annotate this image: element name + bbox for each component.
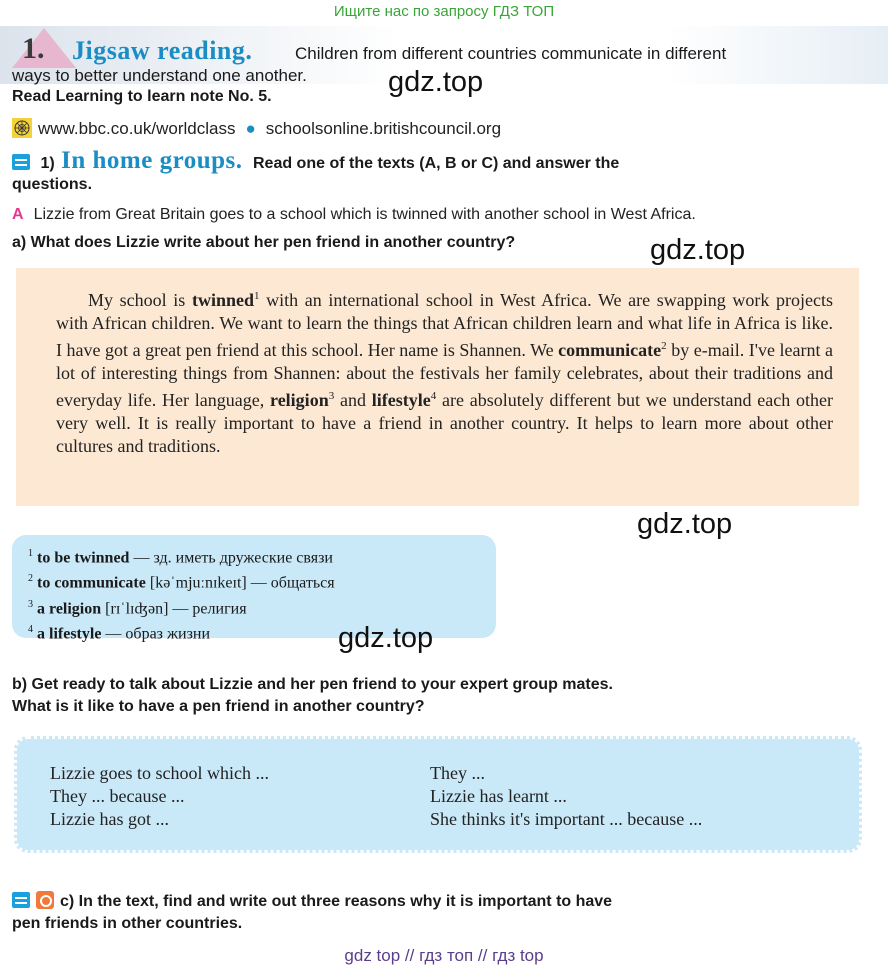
book-icon xyxy=(12,892,30,908)
passage-s2: with an international school in West Africa. We are swapping work projects with African children. We want to learn the things that African children learn and what life in Africa is like. I have got a great pen friend at this school. Her name is Shannen. We xyxy=(56,290,834,360)
passage-s5: are absolutely different but we understand each other very well. It is really important to have a friend in another country. It helps to learn more about other cultures and traditions. xyxy=(56,390,834,456)
exercise-intro-line1: Children from different countries communicate in different xyxy=(295,44,727,63)
top-banner[interactable]: Ищите нас по запросу ГДЗ ТОП xyxy=(333,3,555,20)
question-b-line2: What is it like to have a pen friend in another country? xyxy=(12,698,425,715)
phrase: She thinks it's important ... because ... xyxy=(430,809,703,829)
torn-edge xyxy=(4,268,30,506)
passage-s3: by e-mail. I've learnt a lot of interesting things from Shannen: about the festivals her family celebrates, about their traditions and everyday life. Her language, xyxy=(56,340,834,410)
question-b xyxy=(12,674,878,718)
glossary-num: 1 xyxy=(28,548,33,559)
passage-s4: and xyxy=(339,390,366,410)
phrase: They ... xyxy=(430,763,485,783)
vocab-twinned: twinned xyxy=(191,290,254,310)
glossary-num: 4 xyxy=(28,623,33,635)
question-c-line2: pen friends in other countries. xyxy=(12,915,243,932)
phrases-left xyxy=(50,762,269,831)
footnote-ref: 1 xyxy=(253,290,260,302)
text-a-intro-text: Lizzie from Great Britain goes to a school which is twinned with another school in West Africa. xyxy=(33,206,696,223)
glossary-term: a lifestyle xyxy=(37,625,102,643)
glossary-item xyxy=(28,543,335,568)
vocab-religion: religion xyxy=(270,390,329,410)
glossary-item xyxy=(28,594,335,619)
phrase: Lizzie has got ... xyxy=(50,809,169,829)
glossary-num: 3 xyxy=(28,598,33,610)
watermark: gdz.top xyxy=(650,234,746,266)
glossary-list xyxy=(28,543,335,644)
exercise-number: 1. xyxy=(22,32,45,65)
writing-icon xyxy=(36,891,54,909)
task1 xyxy=(12,147,882,195)
glossary-translation: — зд. иметь дружеские связи xyxy=(133,549,333,567)
bullet-icon: ● xyxy=(245,119,256,138)
task1-title: In home groups. xyxy=(61,147,243,174)
task1-text-line2: questions. xyxy=(12,176,93,193)
links-line xyxy=(12,118,501,139)
glossary-translation: [kəˈmjuːnɪkeɪt] — общаться xyxy=(149,574,335,592)
passage-s1: My school is xyxy=(88,290,186,310)
footnote-ref: 3 xyxy=(328,390,335,402)
vocab-lifestyle: lifestyle xyxy=(371,390,431,410)
book-icon xyxy=(12,154,30,170)
glossary-translation: [rɪˈlɪʤən] — религия xyxy=(105,599,247,617)
phrase: They ... because ... xyxy=(50,786,185,806)
exercise-title: Jigsaw reading. xyxy=(72,36,253,65)
question-c-line1: c) In the text, find and write out three reasons why it is important to have xyxy=(60,893,613,910)
task1-text-line1: Read one of the texts (A, B or C) and answer the xyxy=(252,155,620,172)
task1-number: 1) xyxy=(40,155,55,172)
question-c xyxy=(12,891,878,935)
phrases-right xyxy=(430,762,702,831)
glossary-num: 2 xyxy=(28,573,33,585)
phrase: Lizzie has learnt ... xyxy=(430,786,567,806)
web-icon xyxy=(12,118,32,138)
text-a-intro xyxy=(12,206,696,224)
phrase: Lizzie goes to school which ... xyxy=(50,763,269,783)
question-a: a) What does Lizzie write about her pen friend in another country? xyxy=(12,234,516,251)
glossary-translation: — образ жизни xyxy=(105,625,211,643)
watermark: gdz.top xyxy=(338,622,434,654)
glossary-term: to be twinned xyxy=(37,549,130,567)
watermark: gdz.top xyxy=(637,508,733,540)
glossary-item xyxy=(28,568,335,593)
glossary-term: a religion xyxy=(37,599,102,617)
learning-note: Read Learning to learn note No. 5. xyxy=(12,88,272,105)
exercise-intro-line2: ways to better understand one another. xyxy=(12,66,307,85)
watermark: gdz.top xyxy=(388,66,484,98)
link-british-council[interactable]: schoolsonline.britishcouncil.org xyxy=(265,119,502,138)
link-bbc[interactable]: www.bbc.co.uk/worldclass xyxy=(38,119,236,138)
glossary-term: to communicate xyxy=(37,574,146,592)
glossary-item xyxy=(28,619,335,644)
passage-text xyxy=(56,285,833,458)
footnote-ref: 2 xyxy=(661,340,667,352)
vocab-communicate: communicate xyxy=(558,340,662,360)
text-a-letter: A xyxy=(12,206,24,223)
footer-links[interactable]: gdz top // гдз топ // гдз top xyxy=(344,946,544,965)
question-b-line1: b) Get ready to talk about Lizzie and her pen friend to your expert group mates. xyxy=(12,676,613,693)
footnote-ref: 4 xyxy=(430,390,437,402)
